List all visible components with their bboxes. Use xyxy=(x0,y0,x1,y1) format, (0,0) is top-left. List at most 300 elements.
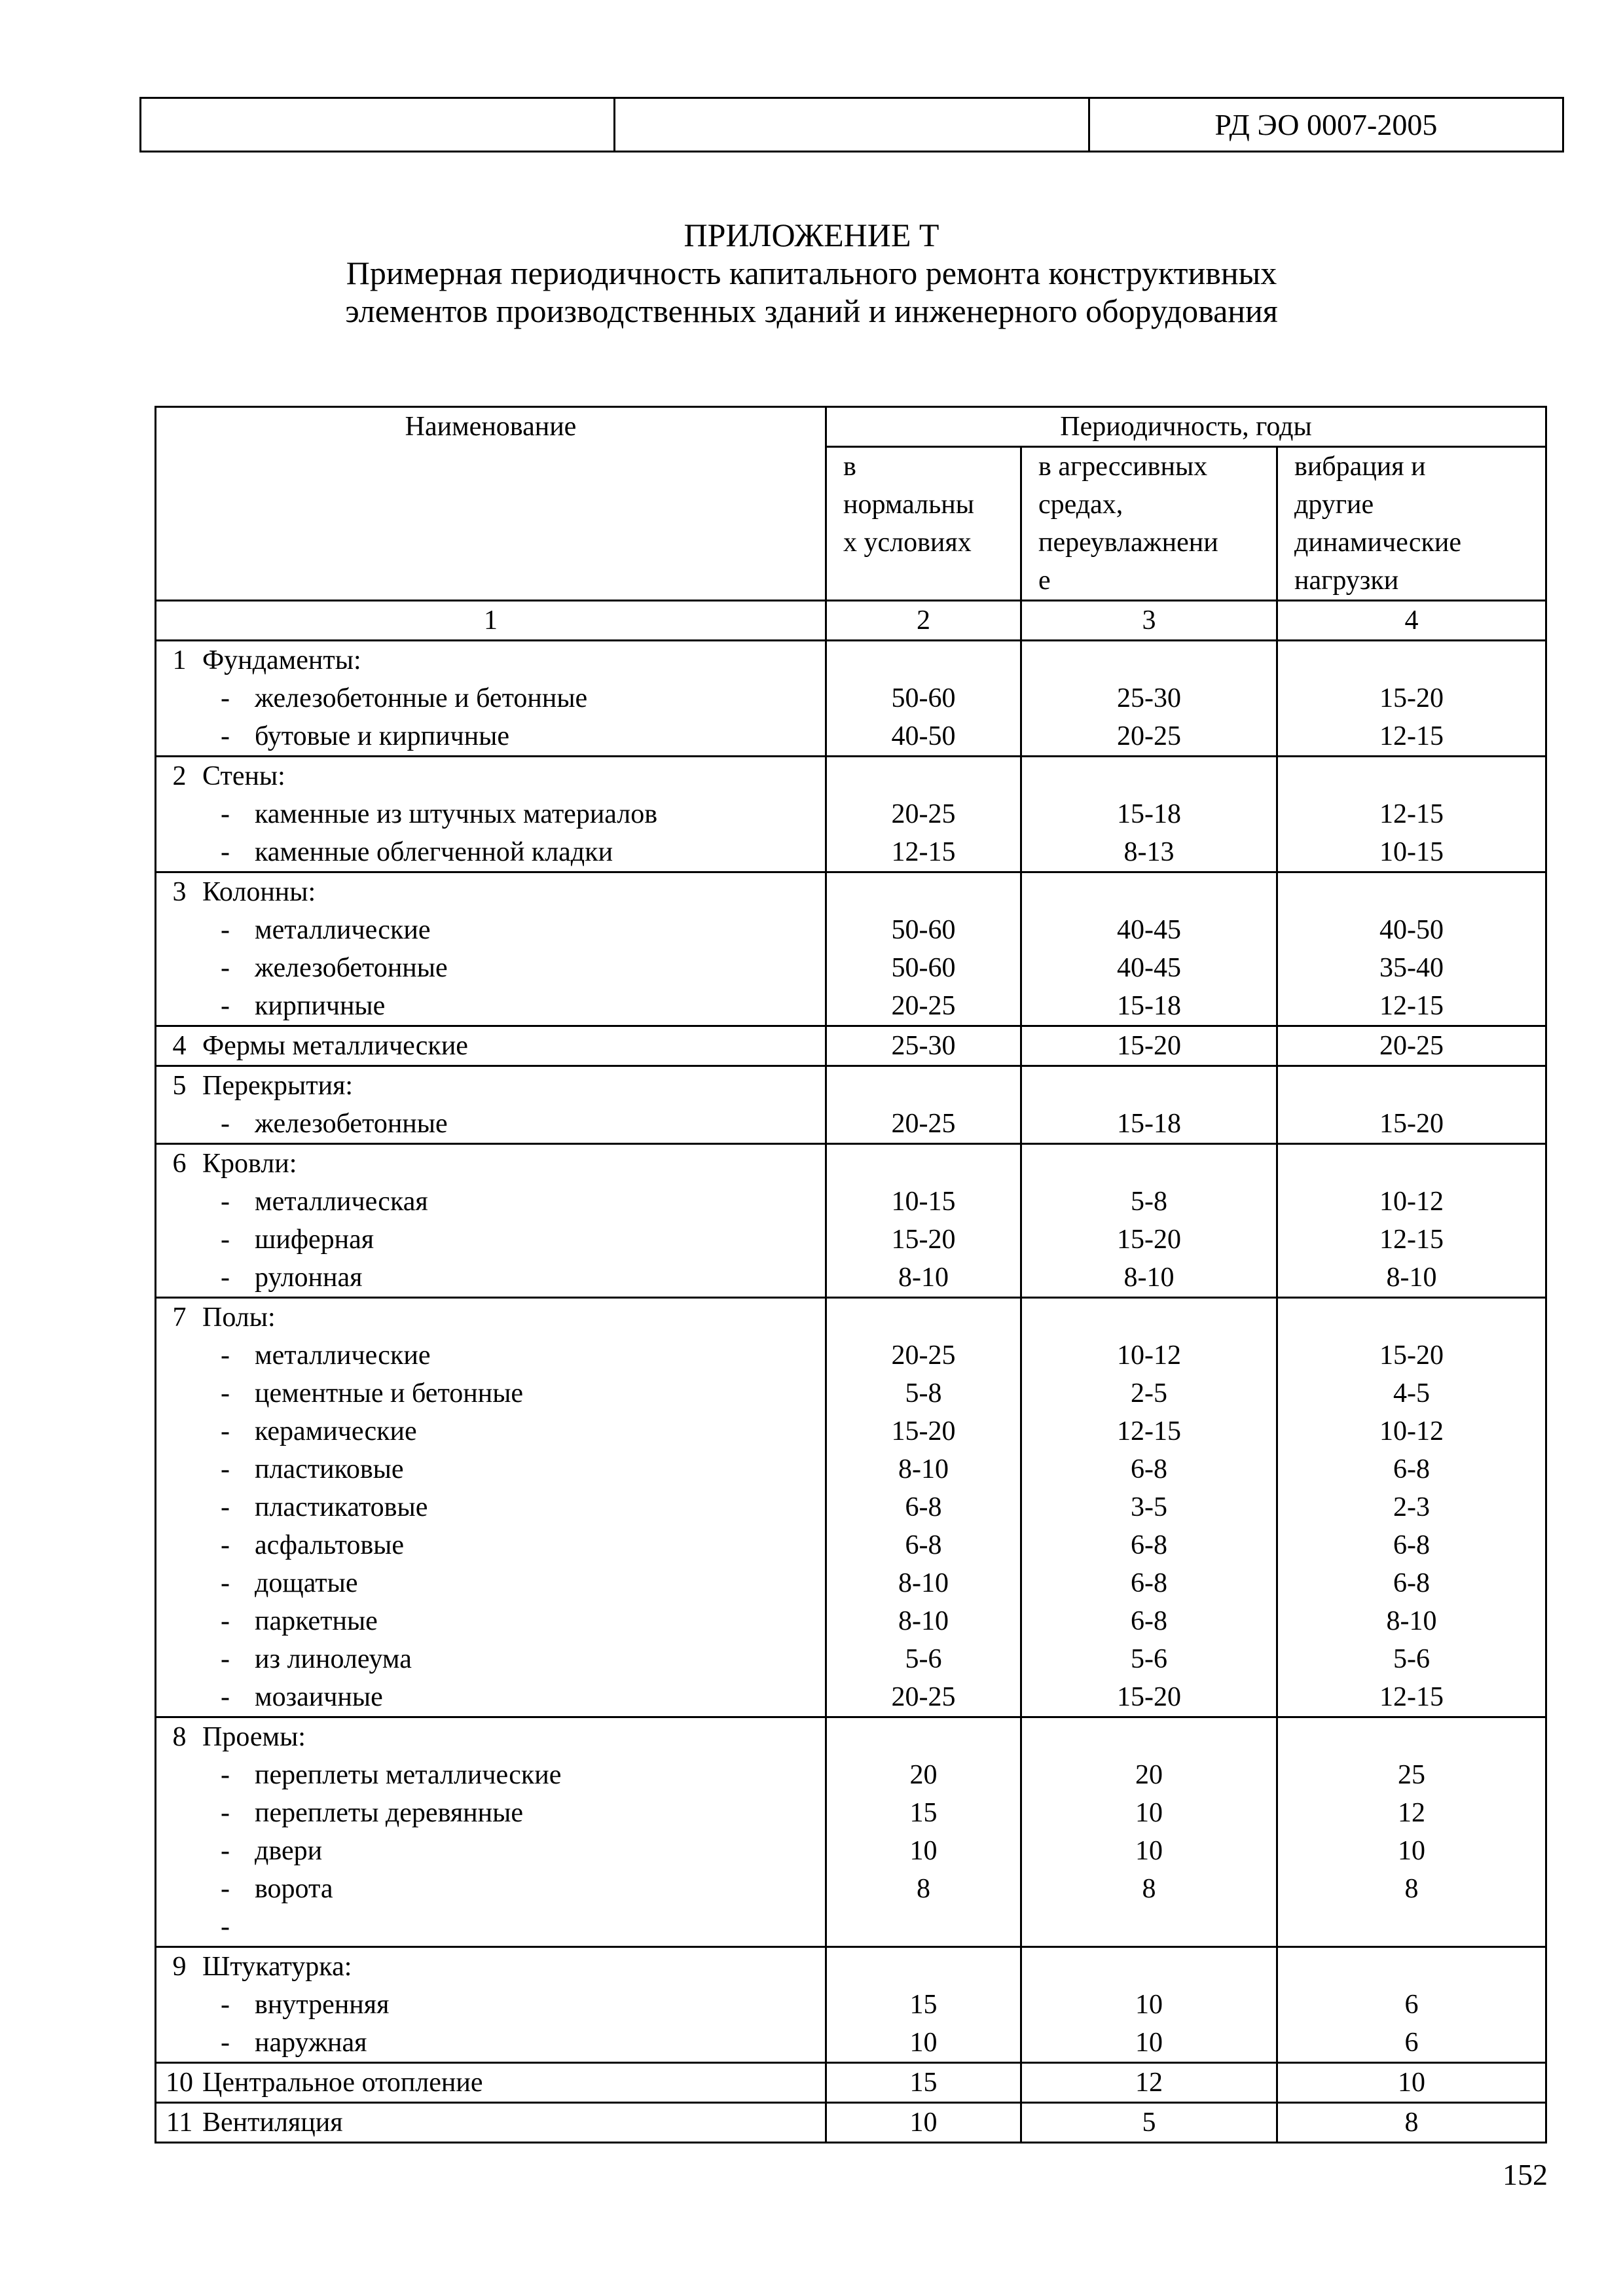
sub-item-name: асфальтовые xyxy=(255,1530,405,1560)
group-title-line xyxy=(156,1299,825,1336)
period-value: 8-10 xyxy=(1386,1606,1437,1636)
group-number: 3 xyxy=(172,877,187,907)
period-value: 8-13 xyxy=(1123,837,1175,867)
period-value: 2-3 xyxy=(1393,1492,1431,1522)
list-dash: - xyxy=(221,1760,230,1790)
sub-item-name: металлические xyxy=(255,915,431,945)
item-name-cell xyxy=(156,2063,826,2103)
period-value: 12 xyxy=(1135,2068,1163,2098)
period-value: 12-15 xyxy=(1117,1416,1181,1446)
period-value: 12-15 xyxy=(891,837,956,867)
period-value: 10-15 xyxy=(891,1187,956,1217)
sub-item-name: металлическая xyxy=(255,1187,428,1217)
sub-item-line xyxy=(156,717,825,755)
list-dash: - xyxy=(221,1798,230,1828)
sub-item-name: керамические xyxy=(255,1416,417,1446)
period-value: 10 xyxy=(1135,1990,1163,2020)
group-title: Полы: xyxy=(202,1302,276,1333)
period-value: 15-20 xyxy=(1117,1682,1181,1712)
group-title: Колонны: xyxy=(202,877,316,907)
group-title: Фермы металлические xyxy=(202,1031,468,1061)
period-value: 5-8 xyxy=(905,1378,942,1408)
period-value: 15-18 xyxy=(1117,991,1181,1021)
item-name-cell xyxy=(156,641,826,757)
column-subheader-line: динамические xyxy=(1294,528,1461,558)
period-value xyxy=(1022,641,1276,679)
item-name-cell xyxy=(156,757,826,872)
sub-item-name: железобетонные xyxy=(255,953,448,983)
period-value: 10 xyxy=(909,1836,938,1866)
sub-item-line xyxy=(156,1794,825,1832)
period-value: 6 xyxy=(1404,1990,1419,2020)
sub-item-line xyxy=(156,1526,825,1564)
period-value xyxy=(1022,1908,1276,1946)
period-value xyxy=(827,873,1020,911)
sub-item-line xyxy=(156,1756,825,1794)
sub-item-name: мозаичные xyxy=(255,1682,383,1712)
table-row xyxy=(156,2063,1546,2103)
period-cell xyxy=(1021,1947,1277,2063)
period-value: 35-40 xyxy=(1379,953,1444,983)
sub-item-line xyxy=(156,987,825,1025)
period-value: 12-15 xyxy=(1379,799,1444,829)
sub-item-line xyxy=(156,911,825,949)
group-number: 1 xyxy=(172,645,187,675)
item-name-cell xyxy=(156,1947,826,2063)
group-number: 9 xyxy=(172,1952,187,1982)
period-value: 10 xyxy=(909,2028,938,2058)
column-subheader-line: средах, xyxy=(1038,490,1123,520)
period-cell xyxy=(826,1298,1021,1717)
period-value: 6-8 xyxy=(1131,1568,1167,1598)
period-value xyxy=(827,1299,1020,1336)
sub-item-name: бутовые и кирпичные xyxy=(255,721,510,751)
group-title: Перекрытия: xyxy=(202,1071,354,1101)
list-dash: - xyxy=(221,1225,230,1255)
group-title: Штукатурка: xyxy=(202,1952,352,1982)
period-value: 6-8 xyxy=(1131,1454,1167,1484)
sub-item-line xyxy=(156,1183,825,1221)
title-line-2: элементов производственных зданий и инженерного оборудования xyxy=(345,293,1278,329)
period-cell xyxy=(1277,1717,1546,1947)
group-title-line xyxy=(156,1948,825,1986)
period-value: 20-25 xyxy=(891,1682,956,1712)
period-value xyxy=(1278,1948,1545,1986)
table-row xyxy=(156,641,1546,757)
title-block xyxy=(0,216,1623,330)
period-value: 8-10 xyxy=(898,1568,949,1598)
period-value: 8-10 xyxy=(1123,1263,1175,1293)
table-row xyxy=(156,1717,1546,1947)
period-value: 10-12 xyxy=(1379,1187,1444,1217)
item-name-cell xyxy=(156,1026,826,1066)
sub-item-line xyxy=(156,1640,825,1678)
period-cell xyxy=(1021,1026,1277,1066)
period-value xyxy=(1278,757,1545,795)
period-value: 6-8 xyxy=(905,1492,942,1522)
period-value xyxy=(827,1948,1020,1986)
list-dash: - xyxy=(221,1340,230,1371)
group-title: Проемы: xyxy=(202,1722,306,1752)
period-value: 15-20 xyxy=(1379,1109,1444,1139)
sub-item-line xyxy=(156,1488,825,1526)
period-value: 6-8 xyxy=(1131,1530,1167,1560)
list-dash: - xyxy=(221,1836,230,1866)
group-title-line xyxy=(156,1145,825,1183)
period-cell xyxy=(1277,757,1546,872)
sub-item-line xyxy=(156,1450,825,1488)
list-dash: - xyxy=(221,1187,230,1217)
column-subheader-line: вибрация и xyxy=(1294,452,1426,482)
period-value: 6-8 xyxy=(905,1530,942,1560)
period-cell xyxy=(1021,1066,1277,1144)
period-value: 10 xyxy=(1135,1836,1163,1866)
period-value: 20-25 xyxy=(891,799,956,829)
period-value: 5-6 xyxy=(1393,1644,1431,1674)
period-value: 8-10 xyxy=(1386,1263,1437,1293)
period-value: 20-25 xyxy=(1117,721,1181,751)
period-value: 20 xyxy=(909,1760,938,1790)
period-value: 6 xyxy=(1404,2028,1419,2058)
column-number: 2 xyxy=(826,601,1021,641)
period-value: 8-10 xyxy=(898,1606,949,1636)
period-value: 10-12 xyxy=(1379,1416,1444,1446)
period-value: 15-20 xyxy=(1379,683,1444,713)
group-title: Фундаменты: xyxy=(202,645,361,675)
period-value: 50-60 xyxy=(891,683,956,713)
column-subheader-line: х условиях xyxy=(843,528,972,558)
period-value: 6-8 xyxy=(1393,1454,1431,1484)
list-dash: - xyxy=(221,991,230,1021)
header-cell-2 xyxy=(615,98,1089,152)
period-value xyxy=(1278,641,1545,679)
period-value: 12-15 xyxy=(1379,1682,1444,1712)
period-value: 15 xyxy=(909,1798,938,1828)
period-cell xyxy=(826,872,1021,1026)
period-value: 15-20 xyxy=(891,1416,956,1446)
list-dash: - xyxy=(221,837,230,867)
period-value: 20-25 xyxy=(891,1109,956,1139)
group-title-line xyxy=(156,1718,825,1756)
period-value: 40-45 xyxy=(1117,953,1181,983)
list-dash: - xyxy=(221,1454,230,1484)
list-dash: - xyxy=(221,1682,230,1712)
period-cell xyxy=(1277,1026,1546,1066)
period-value: 15-20 xyxy=(1117,1031,1181,1061)
period-cell xyxy=(1021,1144,1277,1298)
period-value xyxy=(1022,873,1276,911)
sub-item-name: из линолеума xyxy=(255,1644,412,1674)
period-value: 15 xyxy=(909,1990,938,2020)
period-cell xyxy=(1021,2063,1277,2103)
period-value: 8-10 xyxy=(898,1454,949,1484)
period-value: 3-5 xyxy=(1131,1492,1167,1522)
column-number: 3 xyxy=(1021,601,1277,641)
sub-item-line xyxy=(156,795,825,833)
period-value: 4-5 xyxy=(1393,1378,1431,1408)
period-value xyxy=(1022,1067,1276,1105)
period-value: 8 xyxy=(1404,2108,1419,2138)
column-subheader-line: переувлажнени xyxy=(1038,528,1218,558)
column-subheader-line: в агрессивных xyxy=(1038,452,1208,482)
period-value: 6-8 xyxy=(1393,1568,1431,1598)
sub-item-name: паркетные xyxy=(255,1606,378,1636)
period-value: 10 xyxy=(909,2108,938,2138)
list-dash: - xyxy=(221,1109,230,1139)
sub-item-name: наружная xyxy=(255,2028,367,2058)
repair-period-table xyxy=(155,406,1547,2144)
sub-item-line xyxy=(156,1374,825,1412)
sub-item-line xyxy=(156,1832,825,1870)
group-number: 2 xyxy=(172,761,187,791)
period-value xyxy=(827,1908,1020,1946)
period-cell xyxy=(1277,1298,1546,1717)
period-value: 6-8 xyxy=(1393,1530,1431,1560)
sub-item-line xyxy=(156,679,825,717)
group-number: 7 xyxy=(172,1302,187,1333)
period-value: 10 xyxy=(1135,2028,1163,2058)
period-value: 8 xyxy=(1142,1874,1156,1904)
period-value: 5-8 xyxy=(1131,1187,1167,1217)
period-value: 25 xyxy=(1398,1760,1426,1790)
group-number: 10 xyxy=(166,2068,193,2098)
list-dash: - xyxy=(221,1530,230,1560)
sub-item-name: переплеты деревянные xyxy=(255,1798,523,1828)
period-value xyxy=(1278,1145,1545,1183)
group-title-line xyxy=(156,873,825,911)
period-value: 15 xyxy=(909,2068,938,2098)
group-title: Центральное отопление xyxy=(202,2068,483,2098)
period-value: 10 xyxy=(1398,1836,1426,1866)
list-dash: - xyxy=(221,1912,230,1942)
column-subheader xyxy=(1277,447,1546,601)
group-title: Стены: xyxy=(202,761,285,791)
column-subheader xyxy=(826,447,1021,601)
column-subheader-line: другие xyxy=(1294,490,1374,520)
item-name-cell xyxy=(156,1298,826,1717)
document-header-frame xyxy=(139,97,1564,152)
group-title-line xyxy=(156,1067,825,1105)
sub-item-name: шиферная xyxy=(255,1225,374,1255)
sub-item-line xyxy=(156,949,825,987)
period-value xyxy=(1022,1948,1276,1986)
period-value: 50-60 xyxy=(891,953,956,983)
list-dash: - xyxy=(221,1416,230,1446)
table-row xyxy=(156,2103,1546,2143)
sub-item-line xyxy=(156,833,825,871)
list-dash: - xyxy=(221,1874,230,1904)
period-value: 40-50 xyxy=(1379,915,1444,945)
sub-item-name: металлические xyxy=(255,1340,431,1371)
sub-item-name: каменные облегченной кладки xyxy=(255,837,613,867)
period-value: 6-8 xyxy=(1131,1606,1167,1636)
sub-item-name: цементные и бетонные xyxy=(255,1378,524,1408)
period-value: 2-5 xyxy=(1131,1378,1167,1408)
period-cell xyxy=(826,1717,1021,1947)
sub-item-line xyxy=(156,1412,825,1450)
sub-item-line xyxy=(156,1908,825,1946)
column-subheader-line: е xyxy=(1038,565,1051,596)
period-cell xyxy=(826,1026,1021,1066)
period-cell xyxy=(1277,872,1546,1026)
sub-item-name: железобетонные и бетонные xyxy=(255,683,588,713)
list-dash: - xyxy=(221,721,230,751)
group-title-line xyxy=(156,2104,825,2142)
period-value xyxy=(1278,1718,1545,1756)
list-dash: - xyxy=(221,915,230,945)
list-dash: - xyxy=(221,1568,230,1598)
period-value: 8-10 xyxy=(898,1263,949,1293)
period-value: 20-25 xyxy=(891,1340,956,1371)
period-cell xyxy=(1277,1066,1546,1144)
period-cell xyxy=(1277,2103,1546,2143)
period-value: 12 xyxy=(1398,1798,1426,1828)
sub-item-line xyxy=(156,1602,825,1640)
period-value: 5-6 xyxy=(1131,1644,1167,1674)
period-value xyxy=(1278,1067,1545,1105)
sub-item-name: железобетонные xyxy=(255,1109,448,1139)
group-title: Кровли: xyxy=(202,1149,297,1179)
group-number: 8 xyxy=(172,1722,187,1752)
list-dash: - xyxy=(221,1492,230,1522)
column-number: 1 xyxy=(156,601,826,641)
group-title-line xyxy=(156,641,825,679)
item-name-cell xyxy=(156,1144,826,1298)
period-value: 8 xyxy=(917,1874,930,1904)
period-value xyxy=(1022,757,1276,795)
period-value: 8 xyxy=(1404,1874,1419,1904)
period-value: 10 xyxy=(1398,2068,1426,2098)
list-dash: - xyxy=(221,799,230,829)
group-title-line xyxy=(156,2064,825,2102)
sub-item-line xyxy=(156,1259,825,1297)
sub-item-name: ворота xyxy=(255,1874,333,1904)
appendix-title: ПРИЛОЖЕНИЕ Т xyxy=(684,217,939,253)
period-cell xyxy=(826,1144,1021,1298)
sub-item-line xyxy=(156,1564,825,1602)
sub-item-name: кирпичные xyxy=(255,991,386,1021)
period-cell xyxy=(826,2103,1021,2143)
period-value xyxy=(827,641,1020,679)
item-name-cell xyxy=(156,1066,826,1144)
group-title-line xyxy=(156,757,825,795)
column-subheader-line: нормальны xyxy=(843,490,974,520)
period-cell xyxy=(1277,1947,1546,2063)
column-subheader xyxy=(1021,447,1277,601)
period-cell xyxy=(826,1947,1021,2063)
period-value: 20-25 xyxy=(891,991,956,1021)
period-value xyxy=(1022,1145,1276,1183)
period-value: 20 xyxy=(1135,1760,1163,1790)
period-value: 12-15 xyxy=(1379,991,1444,1021)
period-value xyxy=(1278,1299,1545,1336)
group-number: 6 xyxy=(172,1149,187,1179)
column-subheader-line: в xyxy=(843,452,856,482)
period-cell xyxy=(826,2063,1021,2103)
group-number: 11 xyxy=(166,2108,193,2138)
sub-item-name: дощатые xyxy=(255,1568,358,1598)
period-value: 15-20 xyxy=(1117,1225,1181,1255)
group-title: Вентиляция xyxy=(202,2108,343,2138)
period-cell xyxy=(1277,2063,1546,2103)
period-value: 12-15 xyxy=(1379,721,1444,751)
list-dash: - xyxy=(221,2028,230,2058)
title-line-1: Примерная периодичность капитального ремонта конструктивных xyxy=(346,255,1277,291)
item-name-cell xyxy=(156,2103,826,2143)
column-number: 4 xyxy=(1277,601,1546,641)
period-value: 20-25 xyxy=(1379,1031,1444,1061)
page-number: 152 xyxy=(1503,2158,1548,2191)
period-value xyxy=(827,1067,1020,1105)
table-row xyxy=(156,1144,1546,1298)
period-value: 10-12 xyxy=(1117,1340,1181,1371)
sub-item-name: переплеты металлические xyxy=(255,1760,562,1790)
period-value xyxy=(827,1145,1020,1183)
period-value xyxy=(1022,1299,1276,1336)
list-dash: - xyxy=(221,1263,230,1293)
period-value: 15-20 xyxy=(1379,1340,1444,1371)
period-cell xyxy=(1021,872,1277,1026)
period-value xyxy=(1278,873,1545,911)
sub-item-line xyxy=(156,1105,825,1143)
period-value: 12-15 xyxy=(1379,1225,1444,1255)
period-value xyxy=(1278,1908,1545,1946)
period-value: 5 xyxy=(1142,2108,1156,2138)
sub-item-name: рулонная xyxy=(255,1263,363,1293)
period-cell xyxy=(1277,641,1546,757)
period-value xyxy=(1022,1718,1276,1756)
period-cell xyxy=(1021,1298,1277,1717)
column-subheader-line: нагрузки xyxy=(1294,565,1399,596)
group-number: 5 xyxy=(172,1071,187,1101)
header-cell-1 xyxy=(141,98,615,152)
period-value: 15-18 xyxy=(1117,1109,1181,1139)
period-value: 50-60 xyxy=(891,915,956,945)
period-cell xyxy=(1277,1144,1546,1298)
period-value: 25-30 xyxy=(891,1031,956,1061)
period-cell xyxy=(826,641,1021,757)
period-cell xyxy=(826,757,1021,872)
sub-item-name: пластикатовые xyxy=(255,1492,428,1522)
sub-item-line xyxy=(156,1870,825,1908)
period-cell xyxy=(1021,1717,1277,1947)
list-dash: - xyxy=(221,1644,230,1674)
column-header-name: Наименование xyxy=(156,407,826,601)
period-value: 15-18 xyxy=(1117,799,1181,829)
sub-item-line xyxy=(156,1678,825,1716)
period-value: 10-15 xyxy=(1379,837,1444,867)
period-value: 15-20 xyxy=(891,1225,956,1255)
period-value: 5-6 xyxy=(905,1644,942,1674)
table-row xyxy=(156,1947,1546,2063)
period-cell xyxy=(1021,641,1277,757)
list-dash: - xyxy=(221,1990,230,2020)
list-dash: - xyxy=(221,1606,230,1636)
period-value: 25-30 xyxy=(1117,683,1181,713)
table-row xyxy=(156,872,1546,1026)
sub-item-line xyxy=(156,1986,825,2024)
period-cell xyxy=(1021,2103,1277,2143)
period-cell xyxy=(1021,757,1277,872)
period-value xyxy=(827,757,1020,795)
document-code: РД ЭО 0007-2005 xyxy=(1089,98,1563,152)
item-name-cell xyxy=(156,1717,826,1947)
list-dash: - xyxy=(221,953,230,983)
table-row xyxy=(156,1026,1546,1066)
table-row xyxy=(156,757,1546,872)
period-cell xyxy=(826,1066,1021,1144)
list-dash: - xyxy=(221,683,230,713)
